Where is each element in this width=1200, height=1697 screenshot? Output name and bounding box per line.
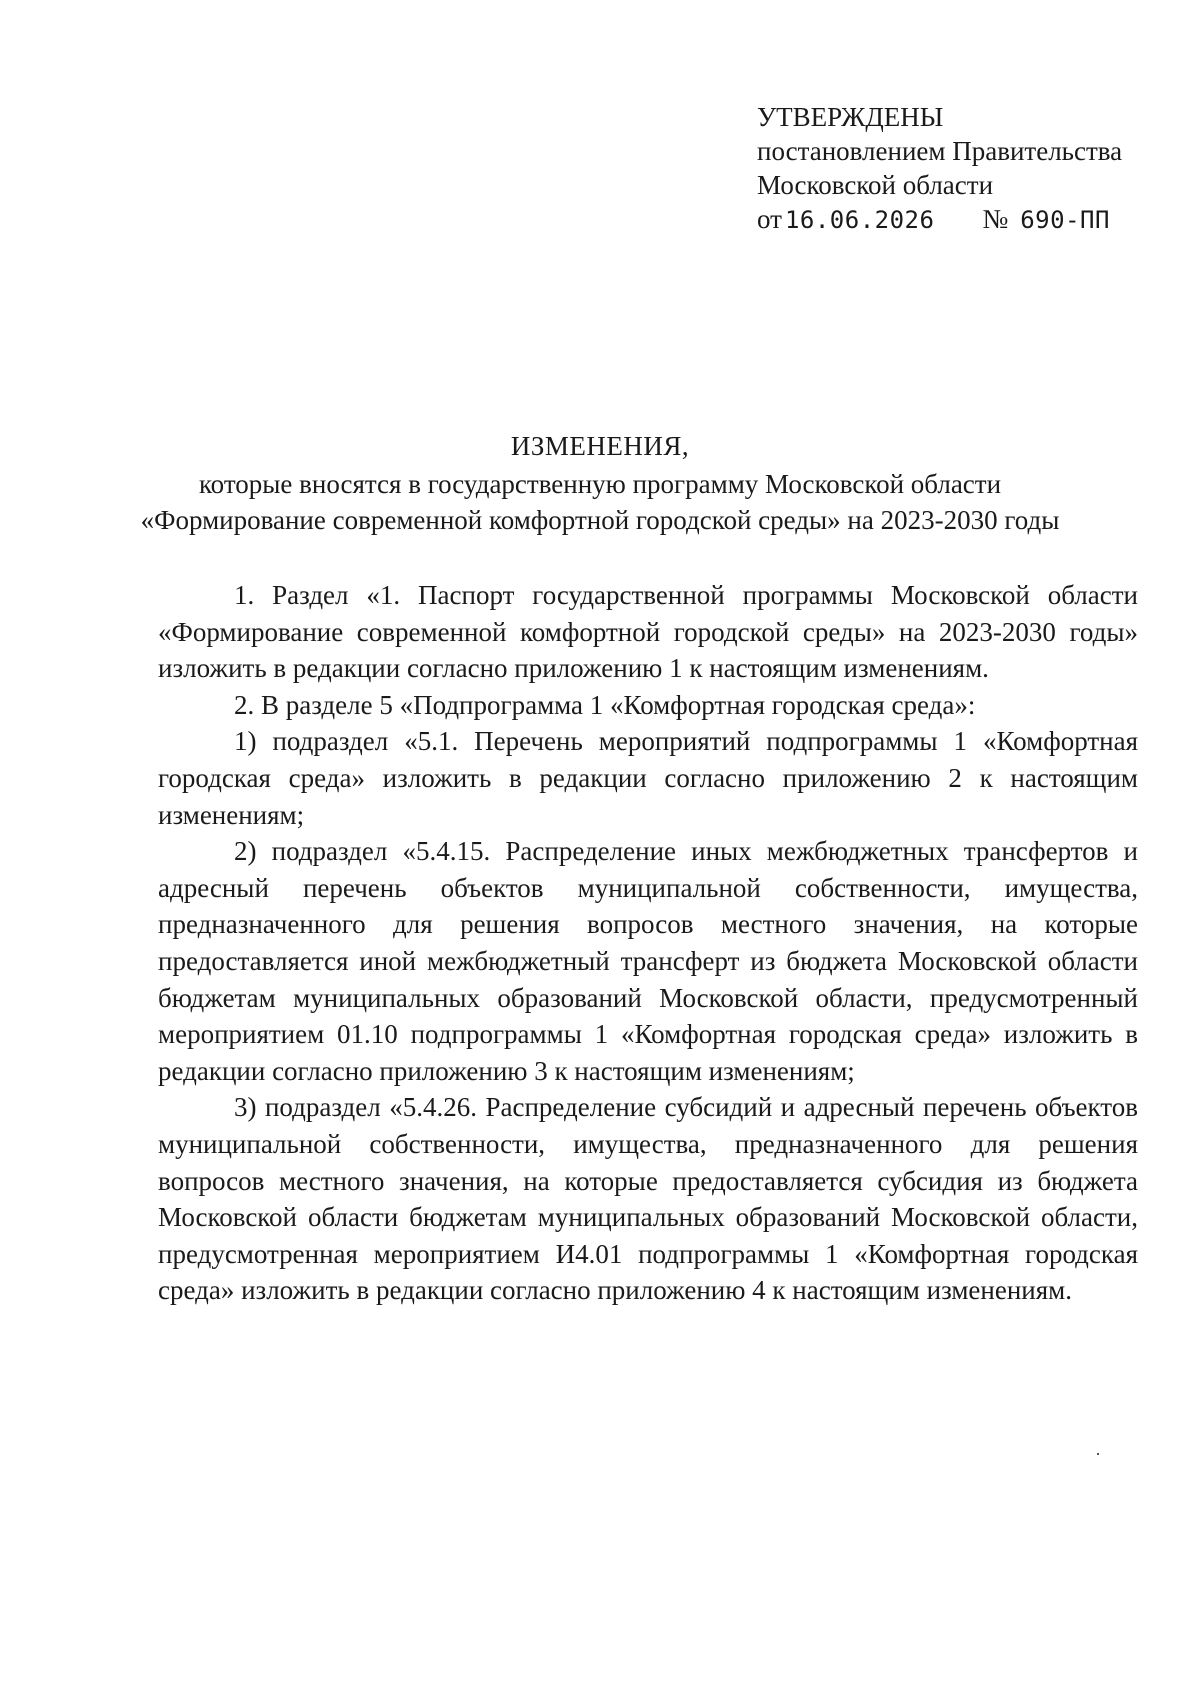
paragraph-3: 1) подраздел «5.1. Перечень мероприятий подпрограммы 1 «Комфортная городская среда» изложить в редакции согласно приложению 2 к настоящим изменениям; [158, 726, 1138, 830]
paragraph-4: 2) подраздел «5.4.15. Распределение иных межбюджетных трансфертов и адресный перечень объектов муниципальной собственности, имущества, предназначенного для решения вопросов местного значения, на которые предоставляется иной межбюджетный трансферт из бюджета Московской области бюджетам муниципальных образований Московской области, предусмотренный мероприятием 01.10 подпрограммы 1 «Комфортная городская среда» изложить в редакции согласно приложению 3 к настоящим изменениям; [158, 836, 1138, 1086]
paragraph-5: 3) подраздел «5.4.26. Распределение субсидий и адресный перечень объектов муниципальной собственности, имущества, предназначенного для решения вопросов местного значения, на которые предоставляется субсидия из бюджета Московской области бюджетам муниципальных образований Московской области, предусмотренная мероприятием И4.01 подпрограммы 1 «Комфортная городская среда» изложить в редакции согласно приложению 4 к настоящим изменениям. [158, 1092, 1138, 1306]
approval-title: УТВЕРЖДЕНЫ [757, 102, 944, 132]
scan-dot [1097, 1453, 1099, 1455]
approval-block [757, 100, 1122, 237]
paragraph-2: 2. В разделе 5 «Подпрограмма 1 «Комфортная городская среда»: [234, 689, 976, 720]
approval-number: 690-ПП [1020, 206, 1110, 234]
document-title: ИЗМЕНЕНИЯ, [510, 431, 690, 461]
approval-line-1: постановлением Правительства [757, 136, 1123, 166]
document-subtitle-line-2: «Формирование современной комфортной городской среды» на 2023-2030 годы [140, 505, 1060, 535]
approval-number-sign: № [982, 204, 1009, 234]
paragraph-1: 1. Раздел «1. Паспорт государственной программы Московской области «Формирование современной комфортной городской среды» на 2023-2030 годы» изложить в редакции согласно приложению 1 к настоящим изменениям. [158, 580, 1138, 684]
document-heading [130, 428, 1070, 538]
approval-date: 16.06.2026 [784, 206, 935, 234]
approval-date-prefix: от [757, 204, 782, 234]
document-subtitle-line-1: которые вносятся в государственную программу Московской области [198, 469, 1002, 499]
approval-date-line [757, 202, 1122, 237]
document-body [158, 577, 1138, 1309]
approval-line-2: Московской области [757, 170, 994, 200]
